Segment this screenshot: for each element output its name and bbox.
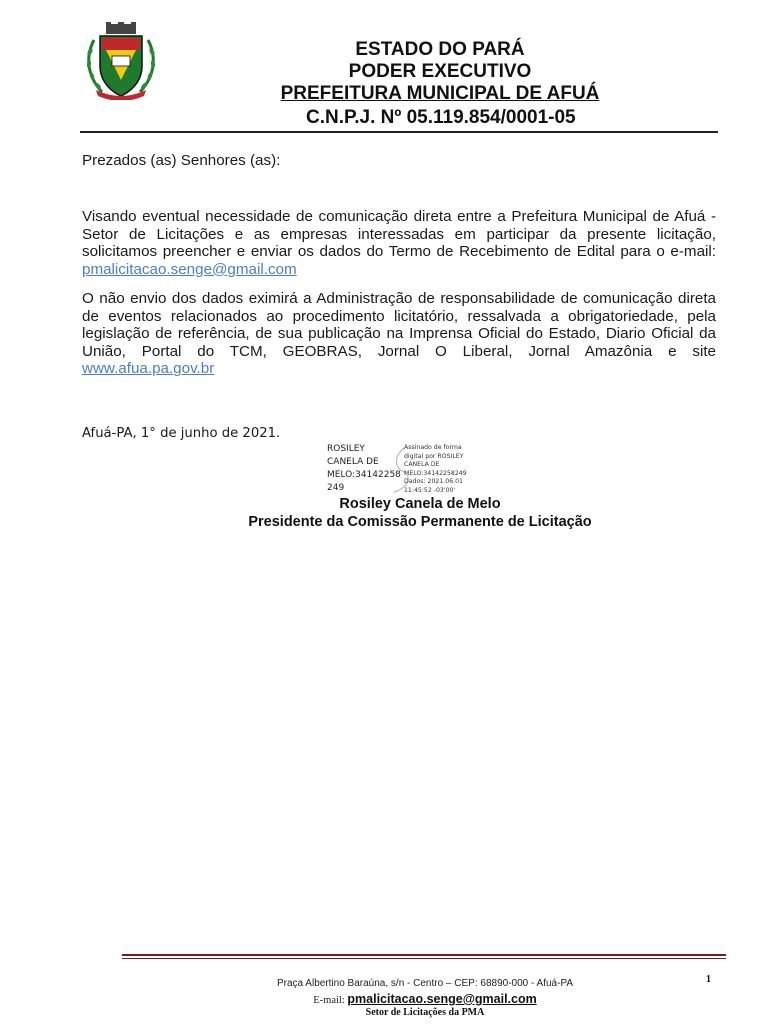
signer-name: Rosiley Canela de Melo bbox=[339, 496, 501, 512]
header-executive: PODER EXECUTIVO bbox=[348, 61, 532, 82]
website-link[interactable]: www.afua.pa.gov.br bbox=[82, 360, 215, 378]
signature-detail-line: digital por ROSILEY bbox=[404, 452, 464, 460]
signature-name-line: CANELA DE bbox=[327, 457, 379, 467]
paragraph-disclaimer-text: O não envio dos dados eximirá a Administração de responsabilidade de comunicação direta de eventos relacionados ao procedimento licitatório, ressalvada a obrigatoriedade, pela legislação de referência, de sua publicação na Imprensa Oficial do Estado, Diario Oficial da União, Portal do TCM, GEOBRAS, Jornal O Liberal, Jornal Amazônia e site bbox=[82, 290, 716, 360]
signer-role: Presidente da Comissão Permanente de Licitação bbox=[248, 514, 592, 530]
header-divider bbox=[80, 131, 718, 133]
signature-name-line: MELO:34142258 bbox=[327, 470, 401, 480]
signature-detail-line: MELO:34142258249 bbox=[404, 469, 467, 477]
signature-detail-line: Dados: 2021.06.01 bbox=[404, 478, 463, 486]
header-state: ESTADO DO PARÁ bbox=[355, 39, 525, 60]
footer-email-line bbox=[120, 992, 730, 1006]
digital-signature-details bbox=[404, 444, 504, 496]
email-link[interactable]: pmalicitacao.senge@gmail.com bbox=[82, 260, 297, 278]
footer-address: Praça Albertino Baraúna, s/n - Centro – CEP: 68890-000 - Afuá-PA bbox=[276, 978, 574, 989]
letter-date: Afuá-PA, 1° de junho de 2021. bbox=[82, 426, 281, 441]
page-number: 1 bbox=[706, 974, 711, 985]
signature-name-line: ROSILEY bbox=[327, 444, 365, 454]
signature-detail-line: Assinado de forma bbox=[404, 444, 462, 451]
paragraph-communication bbox=[82, 208, 716, 278]
signature-detail-line: CANELA DE bbox=[404, 461, 440, 469]
footer-email-label: E-mail: bbox=[313, 995, 345, 1006]
footer-divider-thin bbox=[122, 958, 726, 959]
signature-detail-line: 11:45:52 -03'00' bbox=[404, 486, 456, 494]
header-prefecture: PREFEITURA MUNICIPAL DE AFUÁ bbox=[280, 83, 600, 104]
signature-name-line: 249 bbox=[327, 483, 345, 493]
footer-divider bbox=[122, 954, 726, 956]
coat-of-arms-icon bbox=[84, 20, 158, 100]
greeting: Prezados (as) Senhores (as): bbox=[82, 152, 281, 169]
footer-email-link[interactable]: pmalicitacao.senge@gmail.com bbox=[347, 992, 537, 1006]
paragraph-disclaimer bbox=[82, 290, 716, 378]
paragraph-communication-text: Visando eventual necessidade de comunicação direta entre a Prefeitura Municipal de Afuá - Setor de Licitações e as empresas interessadas em participar da presente licitação, solicitamos preencher e enviar os dados do Termo de Recebimento de Edital para o e-mail: bbox=[82, 208, 716, 261]
header-cnpj: C.N.P.J. Nº 05.119.854/0001-05 bbox=[306, 107, 576, 128]
footer-sector: Setor de Licitações da PMA bbox=[365, 1007, 485, 1018]
